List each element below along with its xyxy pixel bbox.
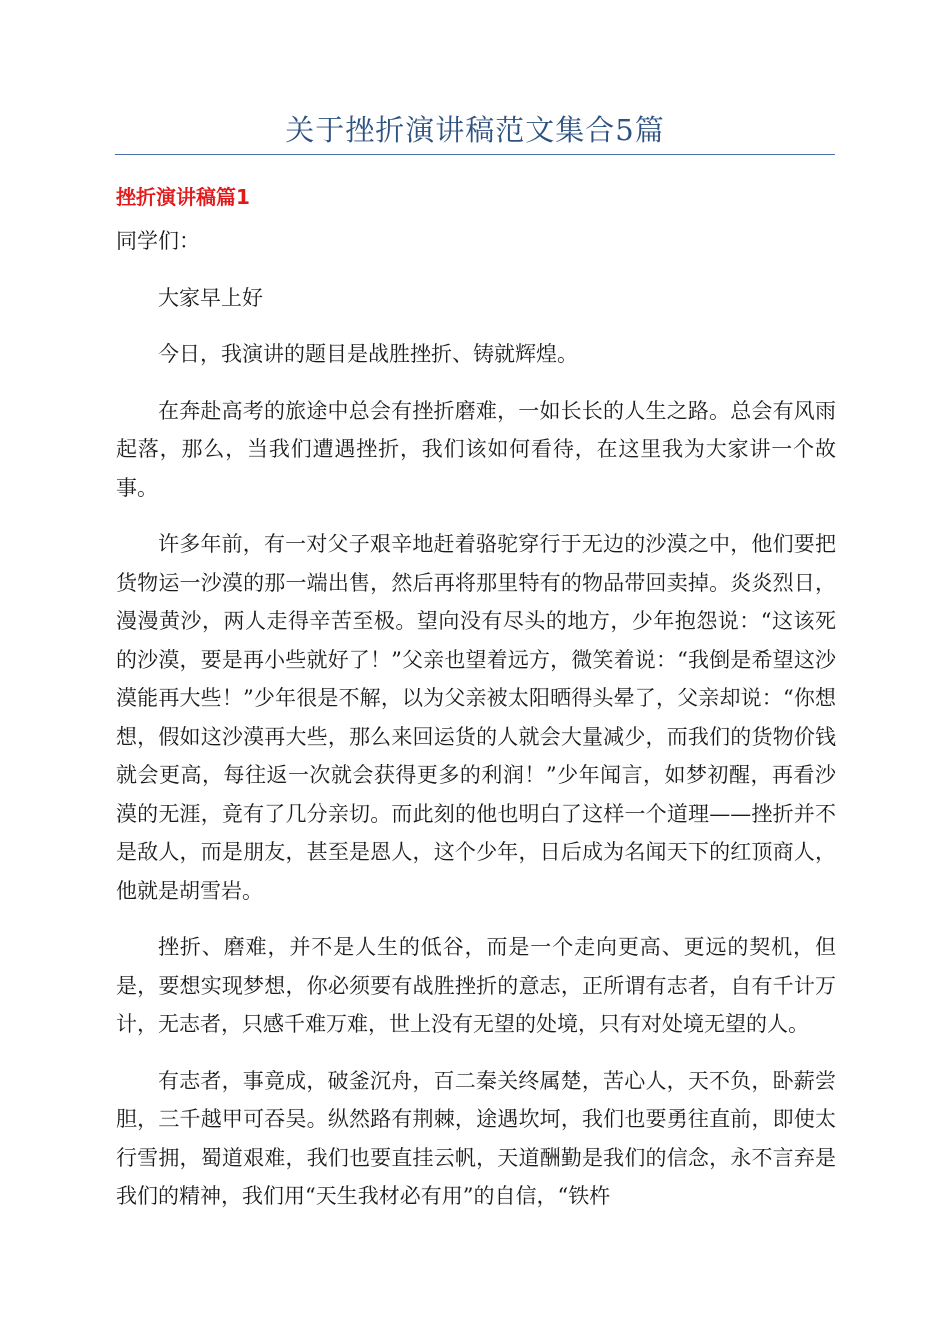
title-divider — [115, 154, 835, 155]
paragraph: 在奔赴高考的旅途中总会有挫折磨难，一如长长的人生之路。总会有风雨起落，那么，当我们遭遇挫折，我们该如何看待，在这里我为大家讲一个故事。 — [116, 398, 836, 500]
paragraph: 有志者，事竟成，破釜沉舟，百二秦关终属楚，苦心人，天不负，卧薪尝胆，三千越甲可吞吴。纵然路有荆棘，途遇坎坷，我们也要勇往直前，即使太行雪拥，蜀道艰难，我们也要直挂云帆，天道酬勤是我们的信念，永不言弃是我们的精神，我们用“天生我材必有用”的自信，“铁杵 — [116, 1068, 836, 1208]
paragraph: 挫折、磨难，并不是人生的低谷，而是一个走向更高、更远的契机，但是，要想实现梦想，你必须要有战胜挫折的意志，正所谓有志者，自有千计万计，无志者，只感千难万难，世上没有无望的处境，只有对处境无望的人。 — [116, 935, 836, 1036]
paragraph: 大家早上好 — [158, 285, 263, 310]
section-heading: 挫折演讲稿篇1 — [116, 185, 250, 209]
body-text — [116, 222, 836, 1234]
paragraph: 许多年前，有一对父子艰辛地赶着骆驼穿行于无边的沙漠之中，他们要把货物运一沙漠的那一端出售，然后再将那里特有的物品带回卖掉。炎炎烈日，漫漫黄沙，两人走得辛苦至极。望向没有尽头的地方，少年抱怨说：“这该死的沙漠，要是再小些就好了！”父亲也望着远方，微笑着说：“我倒是希望这沙漠能再大些！”少年很是不解，以为父亲被太阳晒得头晕了，父亲却说：“你想想，假如这沙漠再大些，那么来回运货的人就会大量减少，而我们的货物价钱就会更高，每往返一次就会获得更多的利润！”少年闻言，如梦初醒，再看沙漠的无涯，竟有了几分亲切。而此刻的他也明白了这样一个道理——挫折并不是敌人，而是朋友，甚至是恩人，这个少年，日后成为名闻天下的红顶商人，他就是胡雪岩。 — [116, 532, 836, 903]
salutation: 同学们： — [116, 229, 200, 253]
document-title: 关于挫折演讲稿范文集合5篇 — [285, 113, 665, 147]
paragraph: 今日，我演讲的题目是战胜挫折、铸就辉煌。 — [158, 342, 578, 366]
